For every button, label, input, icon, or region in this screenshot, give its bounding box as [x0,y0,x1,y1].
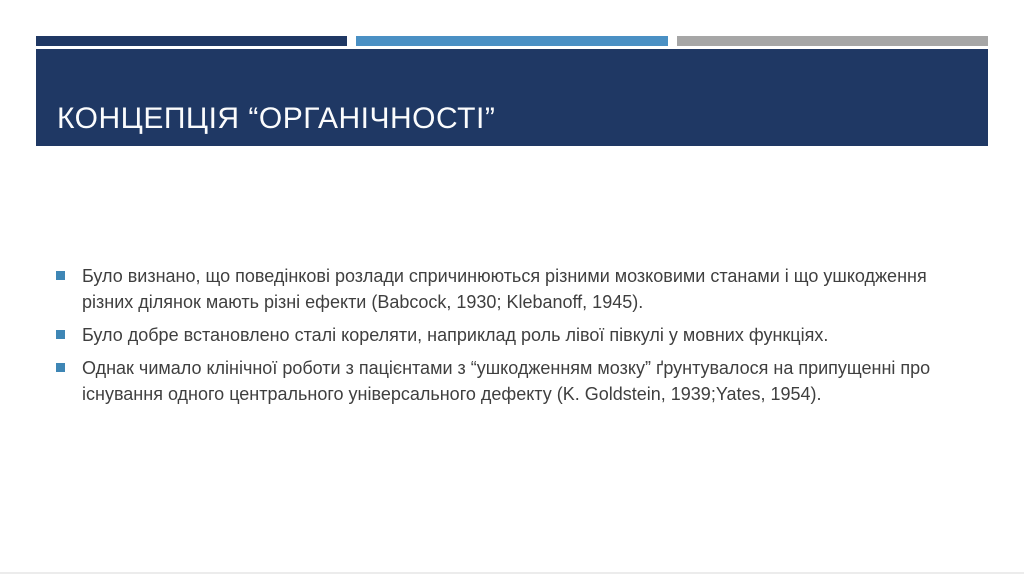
accent-bar-navy [36,36,347,46]
bullet-square-icon [56,363,65,372]
bullet-line: Однак чимало клінічної роботи з пацієнтами з “ушкодженням мозку” ґрунтувалося на припущенні про [82,358,931,378]
bullet-line: різних ділянок мають різні ефекти (Babcock, 1930; Klebanoff, 1945). [82,292,644,312]
bullet-line: Було добре встановлено сталі кореляти, наприклад роль лівої півкулі у мовних функціях. [82,325,829,345]
bullet-text [82,355,930,407]
slide-title: КОНЦЕПЦІЯ “ОРГАНІЧНОСТІ” [57,102,496,135]
bullet-item [56,263,994,315]
title-banner [36,49,988,146]
bullet-line: існування одного центрального універсального дефекту (K. Goldstein, 1939;Yates, 1954). [82,384,822,404]
bullet-text [82,322,828,348]
accent-bar-row [36,36,988,46]
bullet-text [82,263,927,315]
accent-bar-gray [677,36,988,46]
accent-bar-blue [356,36,667,46]
bullet-square-icon [56,271,65,280]
bullet-line: Було визнано, що поведінкові розлади спричинюються різними мозковими станами і що ушкодження [82,266,927,286]
bullet-square-icon [56,330,65,339]
bullet-list [56,263,994,414]
bullet-item [56,355,994,407]
bullet-item [56,322,994,348]
